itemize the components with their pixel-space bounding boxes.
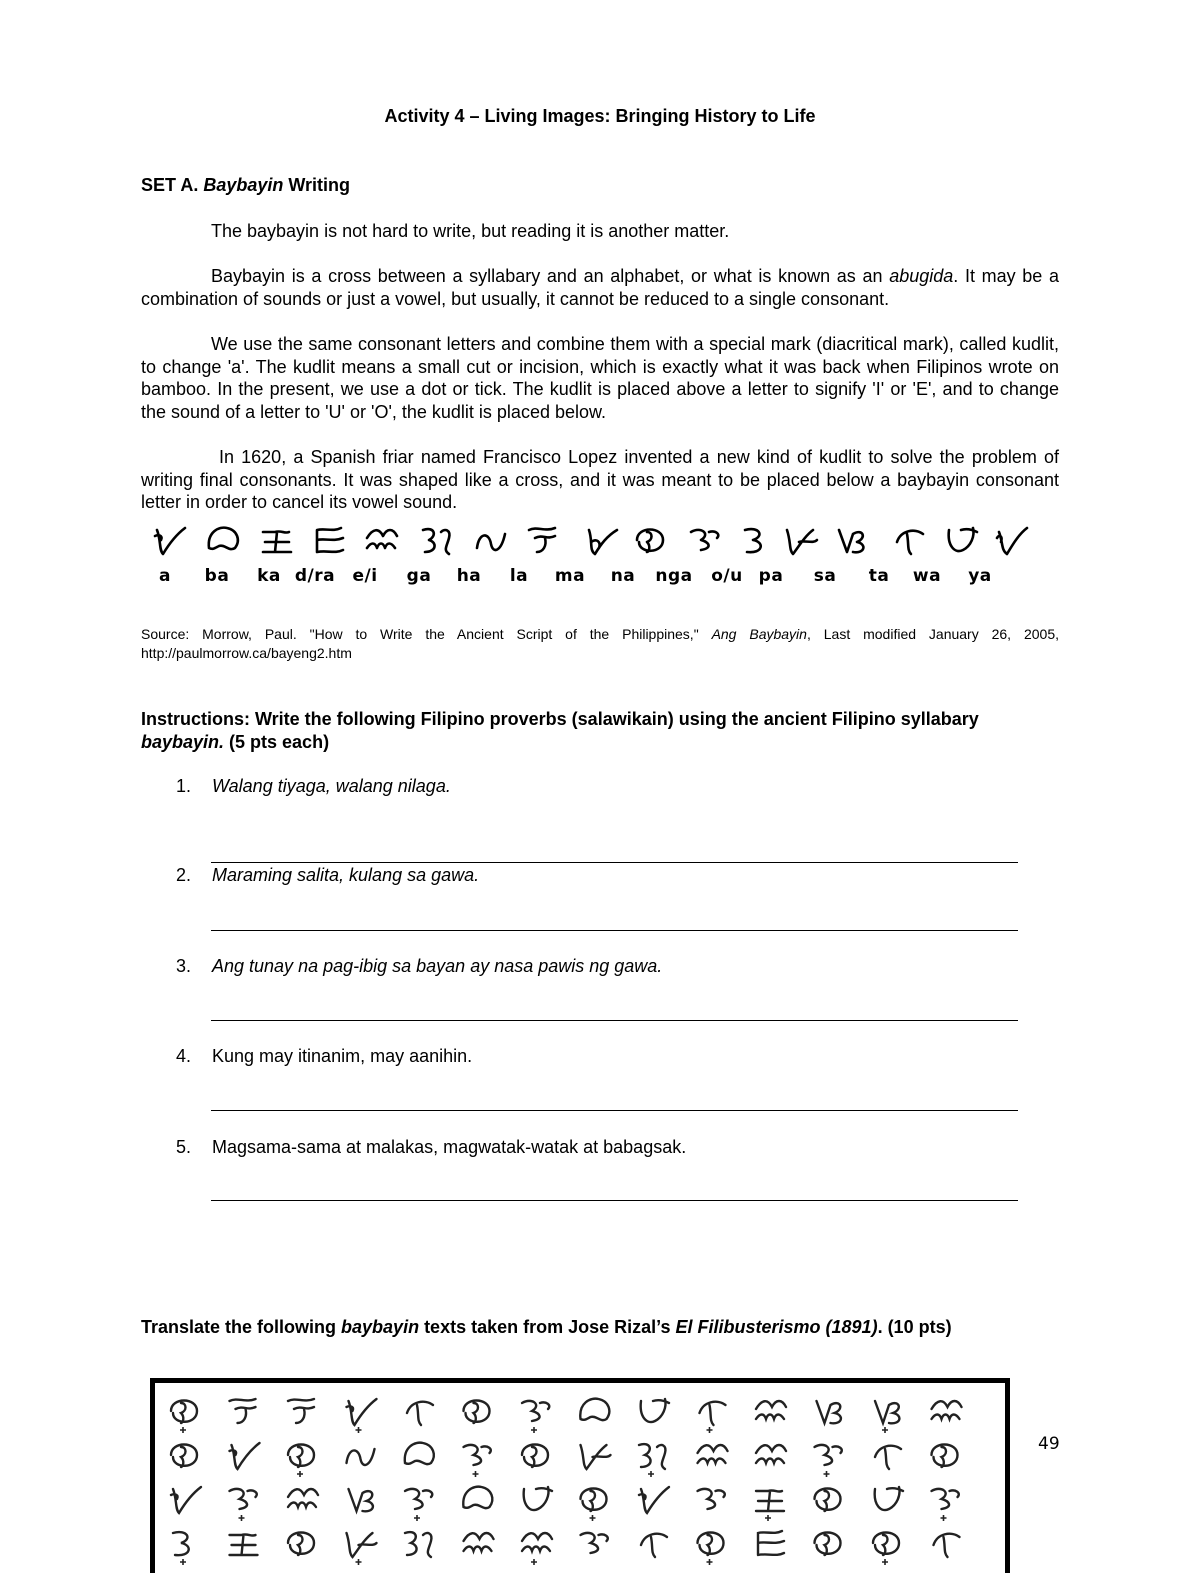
proverb-item-5 — [176, 1137, 686, 1158]
translate-instruction — [141, 1317, 952, 1338]
answer-line-5[interactable] — [211, 1200, 1018, 1201]
baybayin-glyph — [525, 522, 563, 560]
translate-italic-1: baybayin — [341, 1317, 420, 1337]
baybayin-glyph — [259, 522, 297, 560]
syllable-label: wa — [912, 566, 942, 586]
syllable-label: ba — [204, 566, 230, 586]
proverb-text: Kung may itinanim, may aanihin. — [212, 1046, 473, 1066]
instructions — [141, 708, 1059, 754]
baybayin-glyph — [311, 522, 349, 560]
baybayin-glyph — [739, 522, 777, 560]
syllable-label: ka — [257, 566, 281, 586]
proverb-number: 2. — [176, 865, 192, 885]
syllable-label: ga — [406, 566, 432, 586]
page-title: Activity 4 – Living Images: Bringing History to Life — [384, 106, 816, 126]
instructions-text-a: Instructions: Write the following Filipino proverbs (salawikain) using the ancient Filipino syllabary — [141, 709, 979, 729]
syllable-label: ta — [868, 566, 890, 586]
answer-line-3[interactable] — [211, 1020, 1018, 1021]
syllable-label: o/u — [711, 566, 743, 586]
set-a-prefix: SET A. — [141, 175, 204, 195]
source-text-a: Source: Morrow, Paul. "How to Write the Ancient Script of the Philippines," — [141, 626, 712, 642]
paragraph-4-text: In 1620, a Spanish friar named Francisco Lopez invented a new kind of kudlit to solve the problem of writing final consonants. It was shaped like a cross, and it was meant to be placed below a baybayin consonant letter in order to cancel its vowel sound. — [141, 447, 1059, 512]
proverb-number: 5. — [176, 1137, 192, 1157]
translate-italic-2: El Filibusterismo (1891) — [675, 1317, 878, 1337]
instructions-text-b: (5 pts each) — [224, 732, 330, 752]
proverb-item-2 — [176, 865, 479, 886]
syllable-label: na — [610, 566, 636, 586]
baybayin-glyph — [833, 522, 871, 560]
proverb-number: 4. — [176, 1046, 192, 1066]
translate-text-b: texts taken from Jose Rizal’s — [419, 1317, 676, 1337]
translate-text-c: . (10 pts) — [877, 1317, 952, 1337]
answer-line-1[interactable] — [211, 862, 1018, 863]
baybayin-text-glyphs — [155, 1383, 995, 1573]
baybayin-glyph — [473, 522, 511, 560]
abugida-term: abugida — [889, 266, 954, 286]
source-italic: Ang Baybayin — [711, 626, 807, 642]
baybayin-text-image — [150, 1378, 1010, 1573]
baybayin-glyph — [583, 522, 621, 560]
paragraph-2-text-b: . It may be a combination of sounds or just a vowel, but usually, it cannot be reduced to a single consonant. — [141, 266, 1060, 309]
paragraph-3 — [141, 333, 1059, 423]
instructions-italic: baybayin. — [141, 732, 225, 752]
translate-text-a: Translate the following — [141, 1317, 342, 1337]
baybayin-glyph — [633, 522, 671, 560]
paragraph-1-text: The baybayin is not hard to write, but reading it is another matter. — [211, 221, 730, 241]
syllable-label: sa — [813, 566, 837, 586]
baybayin-glyph — [993, 522, 1031, 560]
proverb-text: Magsama-sama at malakas, magwatak-watak at babagsak. — [212, 1137, 687, 1157]
baybayin-glyph — [419, 522, 457, 560]
syllable-label: a — [159, 566, 171, 586]
source-text-b: , Last modified January 26, 2005, http://paulmorrow.ca/bayeng2.htm — [141, 626, 1059, 661]
set-a-suffix: Writing — [283, 175, 351, 195]
set-a-heading — [141, 175, 350, 196]
paragraph-2 — [141, 265, 1059, 310]
baybayin-glyph — [151, 522, 189, 560]
syllable-label: la — [509, 566, 529, 586]
set-a-italic: Baybayin — [203, 175, 284, 195]
proverb-text: Maraming salita, kulang sa gawa. — [212, 865, 480, 885]
proverb-text: Ang tunay na pag-ibig sa bayan ay nasa pawis ng gawa. — [212, 956, 663, 976]
syllable-label: ha — [456, 566, 482, 586]
baybayin-glyph — [891, 522, 929, 560]
answer-line-2[interactable] — [211, 930, 1018, 931]
baybayin-glyph — [783, 522, 821, 560]
proverb-item-4 — [176, 1046, 472, 1067]
syllable-label: e/i — [352, 566, 378, 586]
proverb-number: 3. — [176, 956, 192, 976]
baybayin-glyph — [363, 522, 401, 560]
baybayin-glyph-row — [145, 522, 1040, 562]
answer-line-4[interactable] — [211, 1110, 1018, 1111]
baybayin-glyph — [687, 522, 725, 560]
baybayin-syllable-row — [145, 566, 1040, 590]
paragraph-2-text-a: Baybayin is a cross between a syllabary and an alphabet, or what is known as an — [211, 266, 890, 286]
proverb-number: 1. — [176, 776, 192, 796]
paragraph-4 — [141, 446, 1059, 514]
page-number: 49 — [1038, 1434, 1060, 1454]
proverb-text: Walang tiyaga, walang nilaga. — [212, 776, 451, 796]
syllable-label: ma — [554, 566, 586, 586]
syllable-label: d/ra — [294, 566, 336, 586]
paragraph-3-text: We use the same consonant letters and combine them with a special mark (diacritical mark), called kudlit, to change 'a'. The kudlit means a small cut or incision, which is exactly what it was back when Filipinos wrote on bamboo. In the present, we use a dot or tick. The kudlit is placed above a letter to signify 'I' or 'E', and to change the sound of a letter to 'U' or 'O', the kudlit is placed below. — [141, 334, 1059, 422]
paragraph-1 — [141, 220, 1059, 243]
syllable-label: nga — [655, 566, 693, 586]
proverb-item-1 — [176, 776, 451, 797]
baybayin-glyph — [205, 522, 243, 560]
proverb-item-3 — [176, 956, 662, 977]
source-citation — [141, 625, 1059, 663]
syllable-label: ya — [968, 566, 992, 586]
baybayin-glyph — [943, 522, 981, 560]
syllable-label: pa — [758, 566, 784, 586]
